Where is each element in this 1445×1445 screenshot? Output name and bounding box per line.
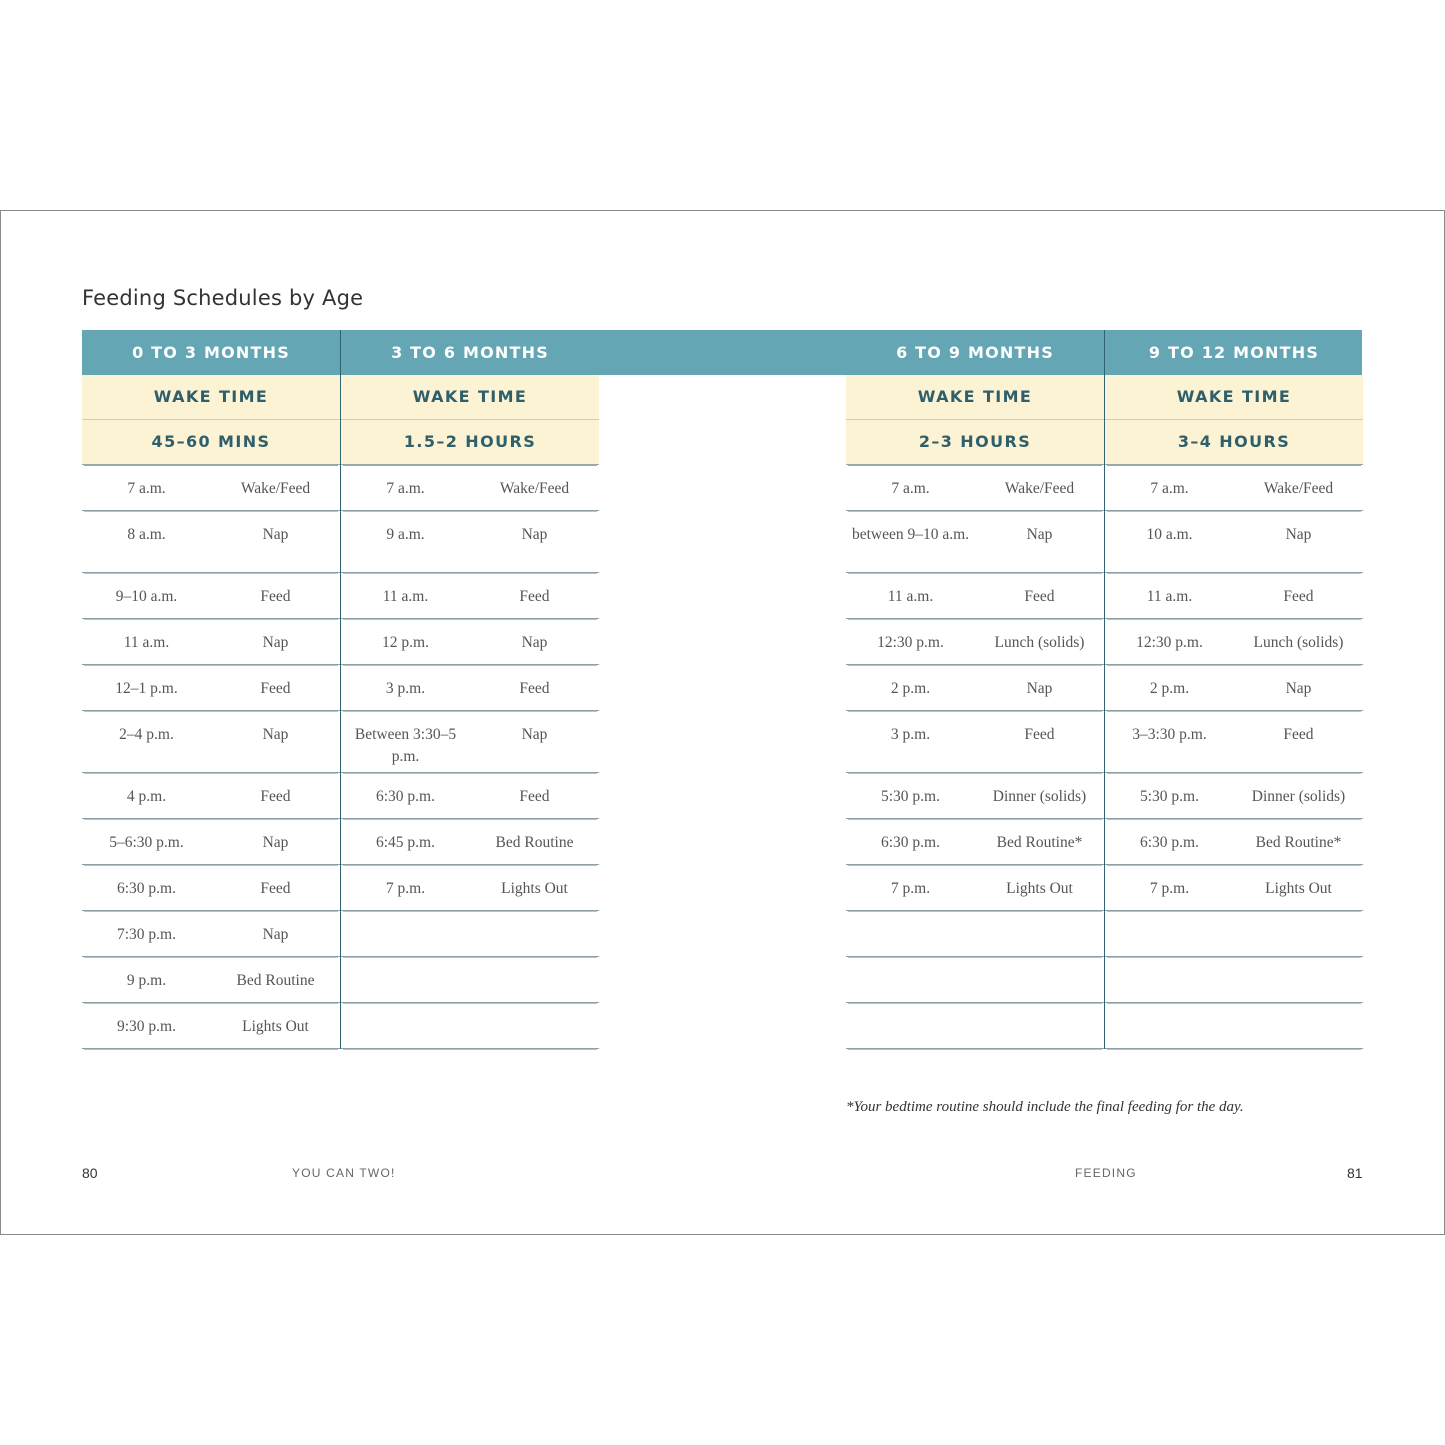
activity-cell: Feed — [519, 788, 550, 805]
activity-cell: Nap — [1026, 680, 1053, 697]
table-row — [82, 865, 340, 911]
footnote: *Your bedtime routine should include the final feeding for the day. — [846, 1099, 1244, 1115]
schedule-rows — [1105, 465, 1363, 1049]
time-cell: 11 a.m. — [123, 634, 170, 651]
table-row — [1105, 865, 1363, 911]
activity-cell: Feed — [519, 588, 550, 605]
time-cell: 12–1 p.m. — [115, 680, 178, 697]
activity-cell: Bed Routine* — [1255, 834, 1342, 851]
time-cell: 12:30 p.m. — [877, 634, 944, 651]
activity-cell: Nap — [1285, 526, 1312, 543]
table-row — [846, 865, 1104, 911]
time-cell: 9–10 a.m. — [115, 588, 178, 605]
activity-cell: Feed — [1283, 726, 1314, 743]
time-cell: 7 a.m. — [127, 480, 166, 497]
table-row — [341, 511, 599, 573]
time-cell: 11 a.m. — [382, 588, 429, 605]
table-row — [341, 773, 599, 819]
activity-cell: Lights Out — [1265, 880, 1332, 897]
activity-cell: Feed — [260, 680, 291, 697]
time-cell: 7 a.m. — [1150, 480, 1189, 497]
table-row — [341, 465, 599, 511]
time-cell: 4 p.m. — [126, 788, 167, 805]
table-row — [82, 573, 340, 619]
age-header: 9 TO 12 MONTHS — [1148, 343, 1320, 362]
activity-cell: Dinner (solids) — [992, 788, 1087, 805]
running-head-left: YOU CAN TWO! — [292, 1166, 396, 1180]
time-cell: 9:30 p.m. — [117, 1018, 176, 1035]
time-cell: 9 a.m. — [386, 526, 425, 543]
activity-cell: Nap — [521, 726, 548, 743]
table-row — [846, 511, 1104, 573]
time-cell: 7 p.m. — [890, 880, 931, 897]
table-row — [1105, 957, 1363, 1003]
time-cell: 6:45 p.m. — [376, 834, 435, 851]
table-row — [846, 465, 1104, 511]
table-row — [341, 911, 599, 957]
schedule-rows — [341, 465, 599, 1049]
table-row — [1105, 911, 1363, 957]
activity-cell: Nap — [1285, 680, 1312, 697]
table-row — [846, 573, 1104, 619]
age-header: 6 TO 9 MONTHS — [896, 343, 1054, 362]
activity-cell: Nap — [262, 634, 289, 651]
age-header: 3 TO 6 MONTHS — [391, 343, 549, 362]
activity-cell: Feed — [260, 588, 291, 605]
time-cell: 10 a.m. — [1146, 526, 1193, 543]
activity-cell: Nap — [262, 726, 289, 743]
schedule-rows — [82, 465, 340, 1049]
time-cell: 3 p.m. — [385, 680, 426, 697]
wake-duration: 45–60 MINS — [82, 420, 340, 465]
table-row — [846, 819, 1104, 865]
schedule-column — [340, 330, 599, 1049]
table-row — [341, 573, 599, 619]
activity-cell: Feed — [1283, 588, 1314, 605]
table-row — [1105, 1003, 1363, 1049]
table-row — [82, 511, 340, 573]
schedule-column — [82, 330, 340, 1049]
schedule-column — [1104, 330, 1363, 1049]
table-row — [82, 465, 340, 511]
table-row — [846, 619, 1104, 665]
activity-cell: Dinner (solids) — [1251, 788, 1346, 805]
age-header: 0 TO 3 MONTHS — [132, 343, 290, 362]
activity-cell: Wake/Feed — [1004, 480, 1075, 497]
activity-cell: Feed — [260, 788, 291, 805]
time-cell: 7 p.m. — [385, 880, 426, 897]
table-row — [846, 665, 1104, 711]
time-cell: 5–6:30 p.m. — [109, 834, 184, 851]
table-row — [341, 619, 599, 665]
time-cell: 7:30 p.m. — [117, 926, 176, 943]
activity-cell: Lights Out — [1006, 880, 1073, 897]
table-row — [1105, 819, 1363, 865]
time-cell: between 9–10 a.m. — [851, 526, 970, 543]
time-cell: 6:30 p.m. — [376, 788, 435, 805]
table-row — [341, 957, 599, 1003]
table-row — [1105, 511, 1363, 573]
table-row — [82, 819, 340, 865]
time-cell: Between 3:30–5 p.m. — [354, 726, 457, 765]
time-cell: 2–4 p.m. — [119, 726, 174, 743]
time-cell: 6:30 p.m. — [881, 834, 940, 851]
activity-cell: Lunch (solids) — [1253, 634, 1344, 651]
activity-cell: Feed — [1024, 588, 1055, 605]
time-cell: 2 p.m. — [1149, 680, 1190, 697]
table-row — [341, 711, 599, 773]
time-cell: 3 p.m. — [890, 726, 931, 743]
activity-cell: Bed Routine — [495, 834, 574, 851]
schedule-rows — [846, 465, 1104, 1049]
activity-cell: Nap — [1026, 526, 1053, 543]
table-row — [82, 957, 340, 1003]
activity-cell: Lunch (solids) — [994, 634, 1085, 651]
time-cell: 8 a.m. — [127, 526, 166, 543]
activity-cell: Nap — [262, 834, 289, 851]
time-cell: 5:30 p.m. — [881, 788, 940, 805]
time-cell: 3–3:30 p.m. — [1132, 726, 1207, 743]
activity-cell: Nap — [262, 926, 289, 943]
table-row — [82, 1003, 340, 1049]
table-row — [82, 619, 340, 665]
table-row — [82, 911, 340, 957]
table-row — [341, 665, 599, 711]
activity-cell: Wake/Feed — [499, 480, 570, 497]
time-cell: 9 p.m. — [126, 972, 167, 989]
page-number-right: 81 — [1347, 1165, 1363, 1181]
table-row — [846, 911, 1104, 957]
time-cell: 7 p.m. — [1149, 880, 1190, 897]
activity-cell: Bed Routine — [236, 972, 315, 989]
table-row — [1105, 711, 1363, 773]
activity-cell: Nap — [262, 526, 289, 543]
table-row — [82, 773, 340, 819]
activity-cell: Feed — [519, 680, 550, 697]
table-row — [341, 865, 599, 911]
table-row — [1105, 573, 1363, 619]
table-row — [846, 957, 1104, 1003]
wake-time-label: WAKE TIME — [846, 375, 1104, 420]
activity-cell: Wake/Feed — [1263, 480, 1334, 497]
wake-duration: 3–4 HOURS — [1105, 420, 1363, 465]
time-cell: 11 a.m. — [1146, 588, 1193, 605]
wake-time-label: WAKE TIME — [1105, 375, 1363, 420]
wake-time-label: WAKE TIME — [341, 375, 599, 420]
table-row — [846, 773, 1104, 819]
wake-duration: 2–3 HOURS — [846, 420, 1104, 465]
time-cell: 12:30 p.m. — [1136, 634, 1203, 651]
activity-cell: Feed — [260, 880, 291, 897]
page-number-left: 80 — [82, 1165, 98, 1181]
time-cell: 5:30 p.m. — [1140, 788, 1199, 805]
activity-cell: Nap — [521, 634, 548, 651]
activity-cell: Wake/Feed — [240, 480, 311, 497]
activity-cell: Feed — [1024, 726, 1055, 743]
time-cell: 7 a.m. — [386, 480, 425, 497]
table-row — [341, 819, 599, 865]
table-row — [82, 665, 340, 711]
time-cell: 11 a.m. — [887, 588, 934, 605]
table-row — [846, 711, 1104, 773]
page-title: Feeding Schedules by Age — [82, 286, 364, 310]
time-cell: 12 p.m. — [382, 634, 429, 651]
table-row — [1105, 773, 1363, 819]
time-cell: 7 a.m. — [891, 480, 930, 497]
time-cell: 6:30 p.m. — [117, 880, 176, 897]
table-row — [341, 1003, 599, 1049]
activity-cell: Nap — [521, 526, 548, 543]
schedule-column — [846, 330, 1104, 1049]
table-row — [846, 1003, 1104, 1049]
table-row — [1105, 465, 1363, 511]
activity-cell: Lights Out — [501, 880, 568, 897]
table-row — [1105, 619, 1363, 665]
time-cell: 2 p.m. — [890, 680, 931, 697]
time-cell: 6:30 p.m. — [1140, 834, 1199, 851]
wake-time-label: WAKE TIME — [82, 375, 340, 420]
activity-cell: Lights Out — [242, 1018, 309, 1035]
wake-duration: 1.5–2 HOURS — [341, 420, 599, 465]
table-row — [82, 711, 340, 773]
running-head-right: FEEDING — [1075, 1166, 1137, 1180]
activity-cell: Bed Routine* — [996, 834, 1083, 851]
table-row — [1105, 665, 1363, 711]
